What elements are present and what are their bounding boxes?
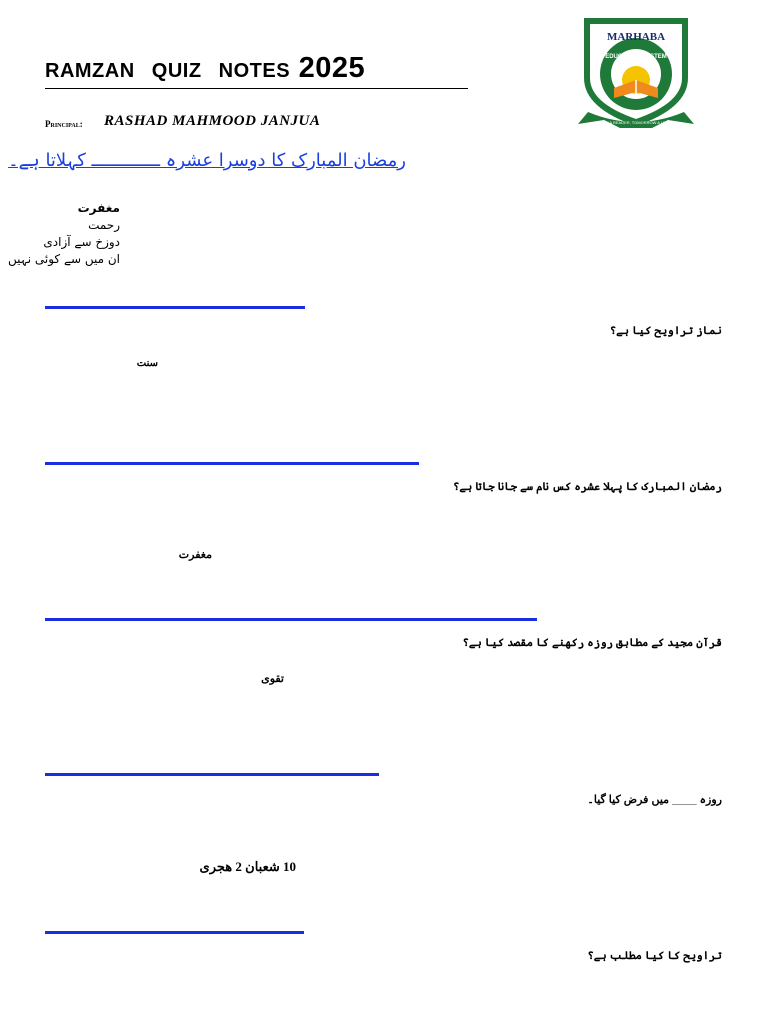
logo-ring-text: EDUCATION SYSTEM <box>605 54 667 60</box>
question-6: تراویح کا کیا مطلب ہے؟ <box>587 950 722 962</box>
page-title: ramzan quiz notes 2025 <box>45 52 366 84</box>
option-2: رحمت <box>88 218 120 232</box>
answer-2: سنت <box>136 358 158 369</box>
question-3: رمضان المبارک کا پہلا عشرہ کس نام سے جانا جاتا ہے؟ <box>452 481 722 493</box>
question-1-heading: رمضان المبارک کا دوسرا عشرہ ـــــــــــــ کہلاتا ہے۔ <box>8 150 406 171</box>
question-4: قرآن مجید کے مطابق روزہ رکھنے کا مقصد کیا ہے؟ <box>462 637 722 649</box>
option-1: مغفرت <box>77 201 120 215</box>
separator-rule <box>45 773 379 776</box>
question-1-options <box>8 200 120 268</box>
shield-logo-icon <box>574 8 698 134</box>
principal-label: Principal: <box>45 119 83 129</box>
question-5: روزہ ____ میں فرض کیا گیا۔ <box>587 794 722 806</box>
answer-4: تقوی <box>261 673 284 685</box>
answer-3: مغفرت <box>178 549 212 561</box>
separator-rule <box>45 931 304 934</box>
answer-5: 10 شعبان 2 ھجری <box>199 859 296 874</box>
separator-rule <box>45 618 537 621</box>
title-underline <box>45 88 468 89</box>
separator-rule <box>45 462 419 465</box>
option-3: دوزخ سے آزادی <box>43 235 120 249</box>
logo-bottom-text: TODAY A READER, TOMORROW A LEADER <box>595 120 677 125</box>
option-4: ان میں سے کوئی نہیں <box>7 252 120 266</box>
principal-name: RASHAD MAHMOOD JANJUA <box>104 113 321 129</box>
separator-rule <box>45 306 305 309</box>
marhaba-logo <box>574 8 698 134</box>
question-2: نماز تراویح کیا ہے؟ <box>609 325 722 337</box>
logo-top-text: MARHABA <box>606 31 666 43</box>
